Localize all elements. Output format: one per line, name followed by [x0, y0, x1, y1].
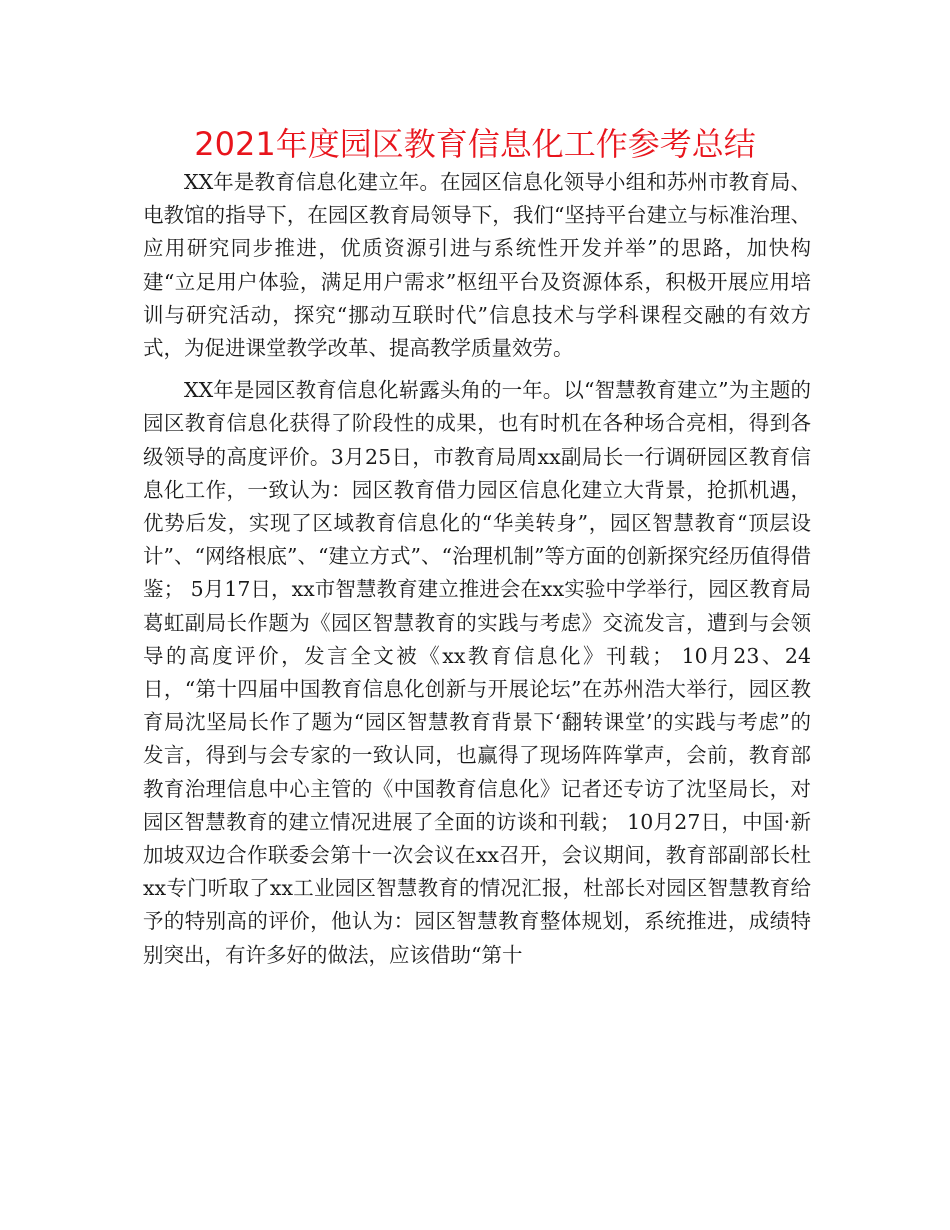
document-title: 2021年度园区教育信息化工作参考总结 [194, 125, 756, 163]
paragraph-2: XX年是园区教育信息化崭露头角的一年。以“智慧教育建立”为主题的园区教育信息化获得了阶段性的成果，也有时机在各种场合亮相，得到各级领导的高度评价。3月25日，市教育局周xx副局长一行调研园区教育信息化工作，一致认为：园区教育借力园区信息化建立大背景，抢抓机遇，优势后发，实现了区域教育信息化的“华美转身”，园区智慧教育“顶层设计”、“网络根底”、“建立方式”、“治理机制”等方面的创新探究经历值得借鉴； 5月17日，xx市智慧教育建立推进会在xx实验中学举行，园区教育局葛虹副局长作题为《园区智慧教育的实践与考虑》交流发言，遭到与会领导的高度评价，发言全文被《xx教育信息化》刊载； 10月23、24日，“第十四届中国教育信息化创新与开展论坛”在苏州浩大举行，园区教育局沈坚局长作了题为“园区智慧教育背景下‘翻转课堂’的实践与考虑”的发言，得到与会专家的一致认同，也赢得了现场阵阵掌声，会前，教育部教育治理信息中心主管的《中国教育信息化》记者还专访了沈坚局长，对园区智慧教育的建立情况进展了全面的访谈和刊载； 10月27日，中国·新加坡双边合作联委会第十一次会议在xx召开，会议期间，教育部副部长杜xx专门听取了xx工业园区智慧教育的情况汇报，杜部长对园区智慧教育给予的特别高的评价，他认为：园区智慧教育整体规划，系统推进，成绩特别突出，有许多好的做法，应该借助“第十 [143, 378, 811, 967]
paragraph-1: XX年是教育信息化建立年。在园区信息化领导小组和苏州市教育局、电教馆的指导下，在园区教育局领导下，我们“坚持平台建立与标准治理、应用研究同步推进，优质资源引进与系统性开发并举”的思路，加快构建“立足用户体验，满足用户需求”枢纽平台及资源体系，积极开展应用培训与研究活动，探究“挪动互联时代”信息技术与学科课程交融的有效方式，为促进课堂教学改革、提高教学质量效劳。 [143, 170, 811, 361]
document-body [143, 166, 811, 972]
